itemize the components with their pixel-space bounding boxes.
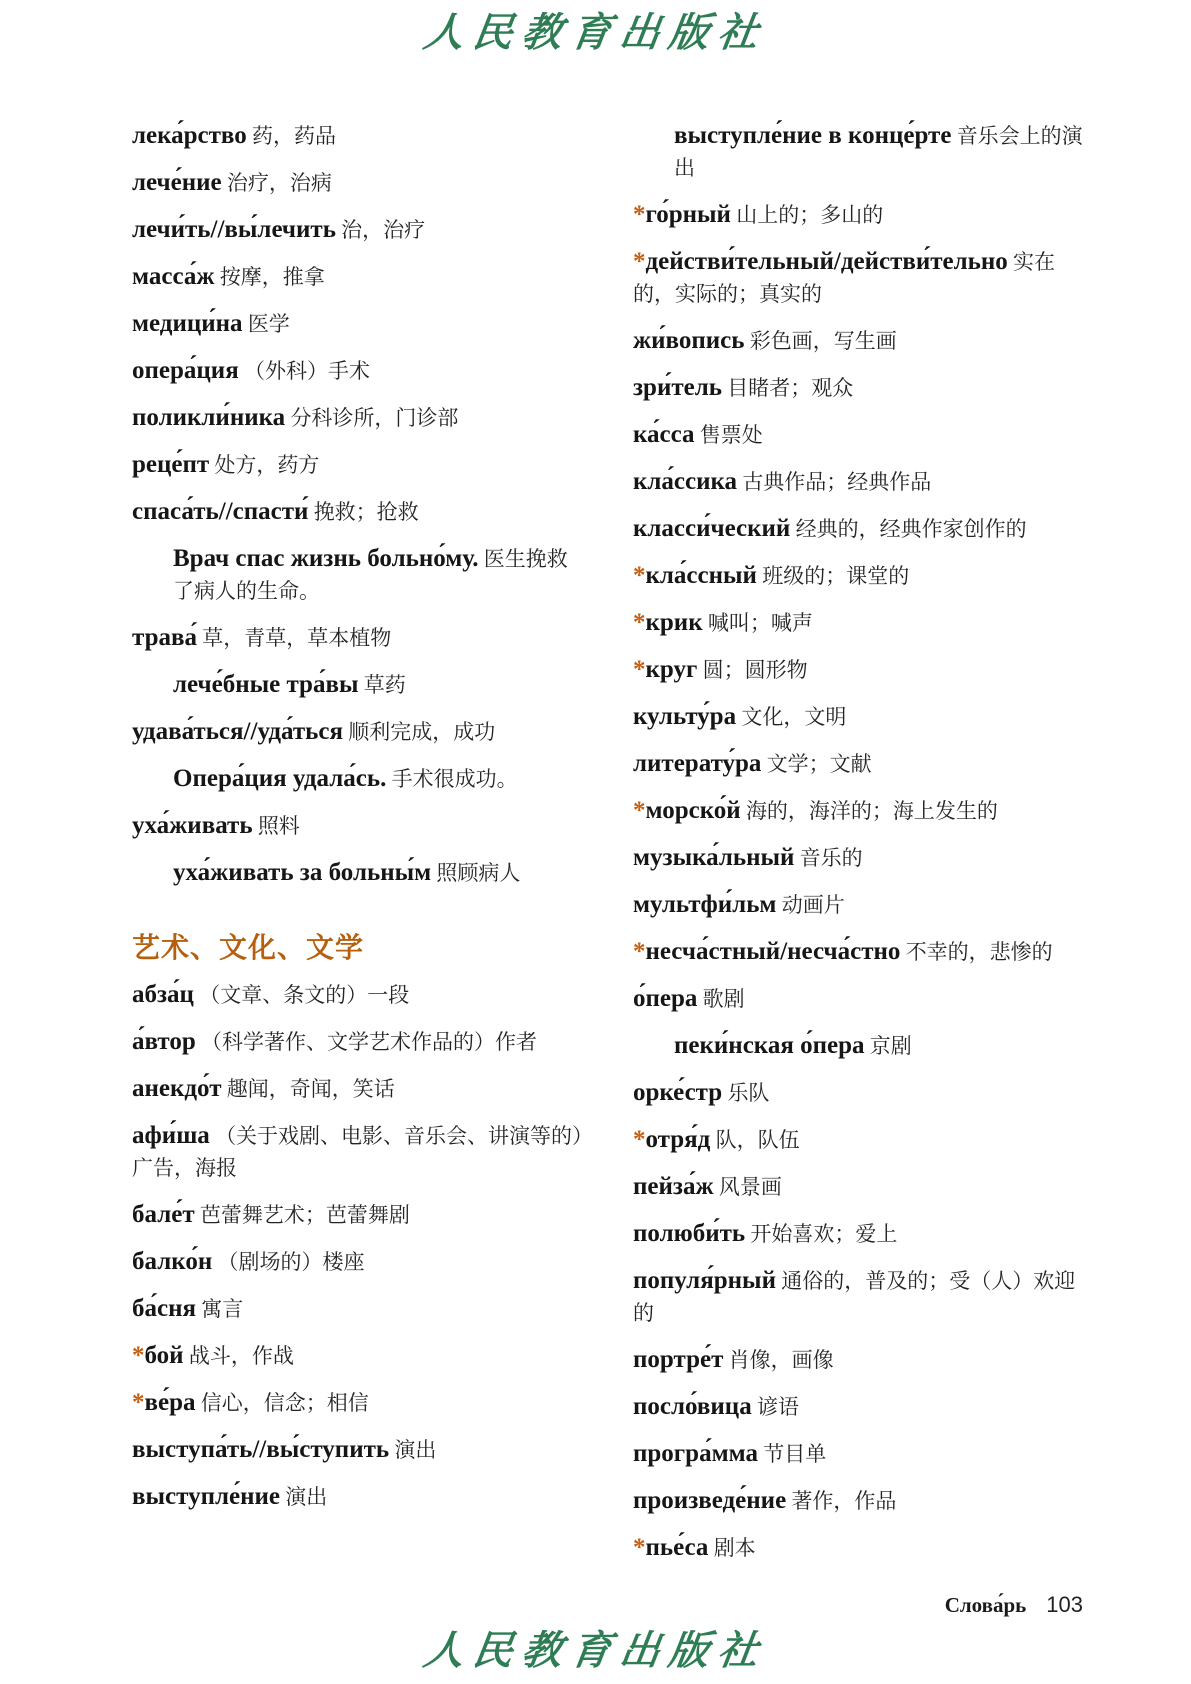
dict-entry <box>633 795 1085 827</box>
dict-entry <box>633 1485 1085 1517</box>
entry-translation: 挽救；抢救 <box>313 500 419 524</box>
entry-headword: а́втор <box>132 1028 196 1055</box>
entry-translation: 圆；圆形物 <box>702 658 808 682</box>
entry-headword: спаса́ть//спасти́ <box>132 498 309 525</box>
dict-entry <box>132 622 584 654</box>
entry-translation: 草药 <box>363 673 406 697</box>
entry-translation: 顺利完成，成功 <box>348 720 496 744</box>
entry-translation: 文化，文明 <box>741 705 847 729</box>
dict-entry <box>633 199 1085 231</box>
dict-entry <box>132 167 584 199</box>
star-marker: * <box>132 1389 145 1416</box>
star-marker: * <box>633 609 646 636</box>
footer-page-number: 103 <box>1046 1592 1083 1617</box>
entry-headword: ка́сса <box>633 421 695 448</box>
entry-translation: 乐队 <box>727 1081 770 1105</box>
entry-translation: 通俗的，普及的；受（人）欢迎的 <box>633 1269 1076 1325</box>
dict-entry <box>633 889 1085 921</box>
entry-headword: го́рный <box>645 201 731 228</box>
entry-headword: музыка́льный <box>633 844 795 871</box>
dict-entry <box>633 466 1085 498</box>
entry-translation: 医学 <box>247 312 290 336</box>
entry-headword: медици́на <box>132 310 243 337</box>
entry-translation: 战斗，作战 <box>188 1344 294 1368</box>
entry-translation: 照料 <box>257 814 300 838</box>
entry-translation: 节目单 <box>763 1442 827 1466</box>
entry-headword: зри́тель <box>633 374 722 401</box>
dict-entry <box>633 701 1085 733</box>
dict-entry <box>132 496 584 528</box>
dict-entry <box>633 419 1085 451</box>
entry-translation: 芭蕾舞艺术；芭蕾舞剧 <box>199 1203 410 1227</box>
entry-translation: 分科诊所，门诊部 <box>290 406 459 430</box>
entry-translation: 药，药品 <box>252 124 337 148</box>
dict-entry <box>633 1265 1085 1329</box>
example-entry <box>633 1030 1085 1062</box>
entry-headword: уха́живать <box>132 812 253 839</box>
entry-translation: 音乐的 <box>799 846 863 870</box>
entry-headword: мультфи́льм <box>633 891 777 918</box>
entry-translation: 风景画 <box>718 1175 782 1199</box>
entry-headword: отря́д <box>645 1126 711 1153</box>
entry-translation: 信心，信念；相信 <box>200 1391 369 1415</box>
entry-translation: 实在的，实际的；真实的 <box>633 250 1056 306</box>
dict-entry <box>132 716 584 748</box>
entry-headword: удава́ться//уда́ться <box>132 718 343 745</box>
dict-entry <box>132 1340 584 1372</box>
section-title: 艺术、文化、文学 <box>132 932 365 963</box>
entry-headword: лече́бные тра́вы <box>173 671 359 698</box>
dict-entry <box>633 1171 1085 1203</box>
dict-entry <box>633 1218 1085 1250</box>
entry-headword: пейза́ж <box>633 1173 714 1200</box>
entry-translation: 处方，药方 <box>214 453 320 477</box>
entry-headword: крик <box>645 609 703 636</box>
footer-section-label: Слова́рь <box>944 1593 1027 1617</box>
example-entry <box>633 120 1085 184</box>
entry-translation: 谚语 <box>756 1395 799 1419</box>
star-marker: * <box>633 938 646 965</box>
entry-headword: анекдо́т <box>132 1075 222 1102</box>
entry-translation: 歌剧 <box>702 987 745 1011</box>
dict-entry <box>132 1120 584 1184</box>
entry-headword: выступа́ть//вы́ступить <box>132 1436 390 1463</box>
entry-translation: 喊叫；喊声 <box>707 611 813 635</box>
star-marker: * <box>132 1342 145 1369</box>
entry-headword: реце́пт <box>132 451 210 478</box>
entry-headword: ве́ра <box>144 1389 196 1416</box>
entry-translation: 剧本 <box>713 1536 756 1560</box>
entry-headword: выступле́ние <box>132 1483 280 1510</box>
dict-entry <box>132 1434 584 1466</box>
entry-headword: кла́ссика <box>633 468 738 495</box>
star-marker: * <box>633 1534 646 1561</box>
dict-entry <box>132 1481 584 1513</box>
dict-entry <box>132 1026 584 1058</box>
dict-entry <box>132 402 584 434</box>
example-entry <box>132 857 584 889</box>
example-entry <box>132 543 584 607</box>
publisher-logo-footer: 人民教育出版社 <box>420 1627 771 1674</box>
entry-translation: 目睹者；观众 <box>727 376 854 400</box>
entry-headword: балко́н <box>132 1248 213 1275</box>
entry-translation: 肖像，画像 <box>728 1348 834 1372</box>
entry-translation: 演出 <box>285 1485 328 1509</box>
entry-translation: 彩色画，写生画 <box>749 329 897 353</box>
dict-entry <box>633 513 1085 545</box>
entry-headword: популя́рный <box>633 1267 776 1294</box>
entry-headword: о́пера <box>633 985 698 1012</box>
entry-translation: 草，青草，草本植物 <box>202 626 392 650</box>
entry-headword: жи́вопись <box>633 327 745 354</box>
dict-entry <box>633 372 1085 404</box>
dict-entry <box>633 1124 1085 1156</box>
dict-entry <box>132 1199 584 1231</box>
entry-translation: 海的，海洋的；海上发生的 <box>745 799 998 823</box>
dict-entry <box>633 246 1085 310</box>
dict-entry <box>132 449 584 481</box>
entry-headword: морско́й <box>645 797 741 824</box>
entry-translation: 治疗，治病 <box>226 171 332 195</box>
entry-headword: абза́ц <box>132 981 194 1008</box>
dict-entry <box>132 308 584 340</box>
entry-headword: полюби́ть <box>633 1220 746 1247</box>
entry-headword: пье́са <box>645 1534 709 1561</box>
entry-headword: уха́живать за больны́м <box>173 859 432 886</box>
entry-translation: 演出 <box>394 1438 437 1462</box>
entry-translation: （文章、条文的）一段 <box>199 983 410 1007</box>
entry-translation: 趣闻，奇闻，笑话 <box>226 1077 395 1101</box>
entry-translation: 治，治疗 <box>341 218 426 242</box>
dict-entry <box>633 1344 1085 1376</box>
entry-translation: （外科）手术 <box>244 359 370 383</box>
entry-translation: 开始喜欢；爱上 <box>750 1222 898 1246</box>
entry-headword: афи́ша <box>132 1122 210 1149</box>
dict-entry <box>132 120 584 152</box>
dict-entry <box>633 1391 1085 1423</box>
entry-headword: литерату́ра <box>633 750 762 777</box>
dict-entry <box>132 214 584 246</box>
dict-entry <box>633 748 1085 780</box>
entry-headword: лече́ние <box>132 169 222 196</box>
entry-headword: класси́ческий <box>633 515 791 542</box>
entry-headword: Опера́ция удала́сь. <box>173 765 387 792</box>
entry-headword: портре́т <box>633 1346 724 1373</box>
entry-translation: 寓言 <box>201 1297 244 1321</box>
entry-translation: 古典作品；经典作品 <box>742 470 932 494</box>
entry-translation: 不幸的，悲惨的 <box>905 940 1053 964</box>
entry-headword: Врач спас жизнь больно́му. <box>173 545 479 572</box>
entry-translation: 班级的；课堂的 <box>762 564 910 588</box>
dict-entry <box>633 842 1085 874</box>
entry-headword: произведе́ние <box>633 1487 787 1514</box>
entry-translation: 手术很成功。 <box>391 767 518 791</box>
entry-headword: орке́стр <box>633 1079 723 1106</box>
entry-headword: бой <box>144 1342 184 1369</box>
entry-translation: 按摩，推拿 <box>219 265 325 289</box>
dict-entry <box>132 979 584 1011</box>
publisher-logo-header: 人民教育出版社 <box>420 9 771 56</box>
entry-headword: выступле́ние в конце́рте <box>674 122 952 149</box>
entry-headword: лечи́ть//вы́лечить <box>132 216 336 243</box>
entry-headword: ба́сня <box>132 1295 197 1322</box>
entry-translation: 音乐会上的演出 <box>674 124 1083 180</box>
star-marker: * <box>633 562 646 589</box>
example-entry <box>132 669 584 701</box>
dict-entry <box>132 261 584 293</box>
dict-entry <box>132 1293 584 1325</box>
example-entry <box>132 763 584 795</box>
dict-entry <box>132 355 584 387</box>
entry-translation: （科学著作、文学艺术作品的）作者 <box>200 1030 537 1054</box>
right-column <box>633 120 1085 1579</box>
dict-entry <box>633 654 1085 686</box>
entry-headword: пеки́нская о́пера <box>674 1032 865 1059</box>
star-marker: * <box>633 248 646 275</box>
entry-translation: （剧场的）楼座 <box>217 1250 365 1274</box>
star-marker: * <box>633 1126 646 1153</box>
entry-translation: 山上的；多山的 <box>736 203 884 227</box>
entry-headword: действи́тельный/действи́тельно <box>645 248 1008 275</box>
dict-entry <box>633 1438 1085 1470</box>
entry-headword: поликли́ника <box>132 404 286 431</box>
page-footer <box>0 1592 1083 1618</box>
entry-headword: посло́вица <box>633 1393 752 1420</box>
entry-headword: масса́ж <box>132 263 215 290</box>
dict-entry <box>633 1077 1085 1109</box>
entry-translation: 经典的，经典作家创作的 <box>795 517 1027 541</box>
entry-translation: （关于戏剧、电影、音乐会、讲演等的）广告，海报 <box>132 1124 583 1180</box>
star-marker: * <box>633 201 646 228</box>
entry-translation: 动画片 <box>781 893 845 917</box>
dict-entry <box>132 1073 584 1105</box>
entry-headword: бале́т <box>132 1201 195 1228</box>
dict-entry <box>132 1387 584 1419</box>
entry-translation: 医生挽救了病人的生命。 <box>173 547 568 603</box>
left-column <box>132 120 584 1528</box>
dict-entry <box>132 810 584 842</box>
dict-entry <box>633 1532 1085 1564</box>
entry-translation: 文学；文献 <box>766 752 872 776</box>
dict-entry <box>633 560 1085 592</box>
dict-entry <box>633 936 1085 968</box>
entry-headword: лека́рство <box>132 122 247 149</box>
entry-headword: опера́ция <box>132 357 239 384</box>
entry-translation: 照顾病人 <box>436 861 521 885</box>
entry-headword: кла́ссный <box>645 562 757 589</box>
dict-entry <box>633 607 1085 639</box>
star-marker: * <box>633 656 646 683</box>
star-marker: * <box>633 797 646 824</box>
entry-translation: 京剧 <box>869 1034 912 1058</box>
entry-headword: трава́ <box>132 624 197 651</box>
entry-translation: 售票处 <box>699 423 763 447</box>
entry-translation: 著作，作品 <box>791 1489 897 1513</box>
entry-translation: 队，队伍 <box>715 1128 800 1152</box>
entry-headword: програ́мма <box>633 1440 758 1467</box>
entry-headword: культу́ра <box>633 703 737 730</box>
dict-entry <box>132 1246 584 1278</box>
entry-headword: несча́стный/несча́стно <box>645 938 901 965</box>
dict-entry <box>633 325 1085 357</box>
entry-headword: круг <box>645 656 698 683</box>
dict-entry <box>633 983 1085 1015</box>
